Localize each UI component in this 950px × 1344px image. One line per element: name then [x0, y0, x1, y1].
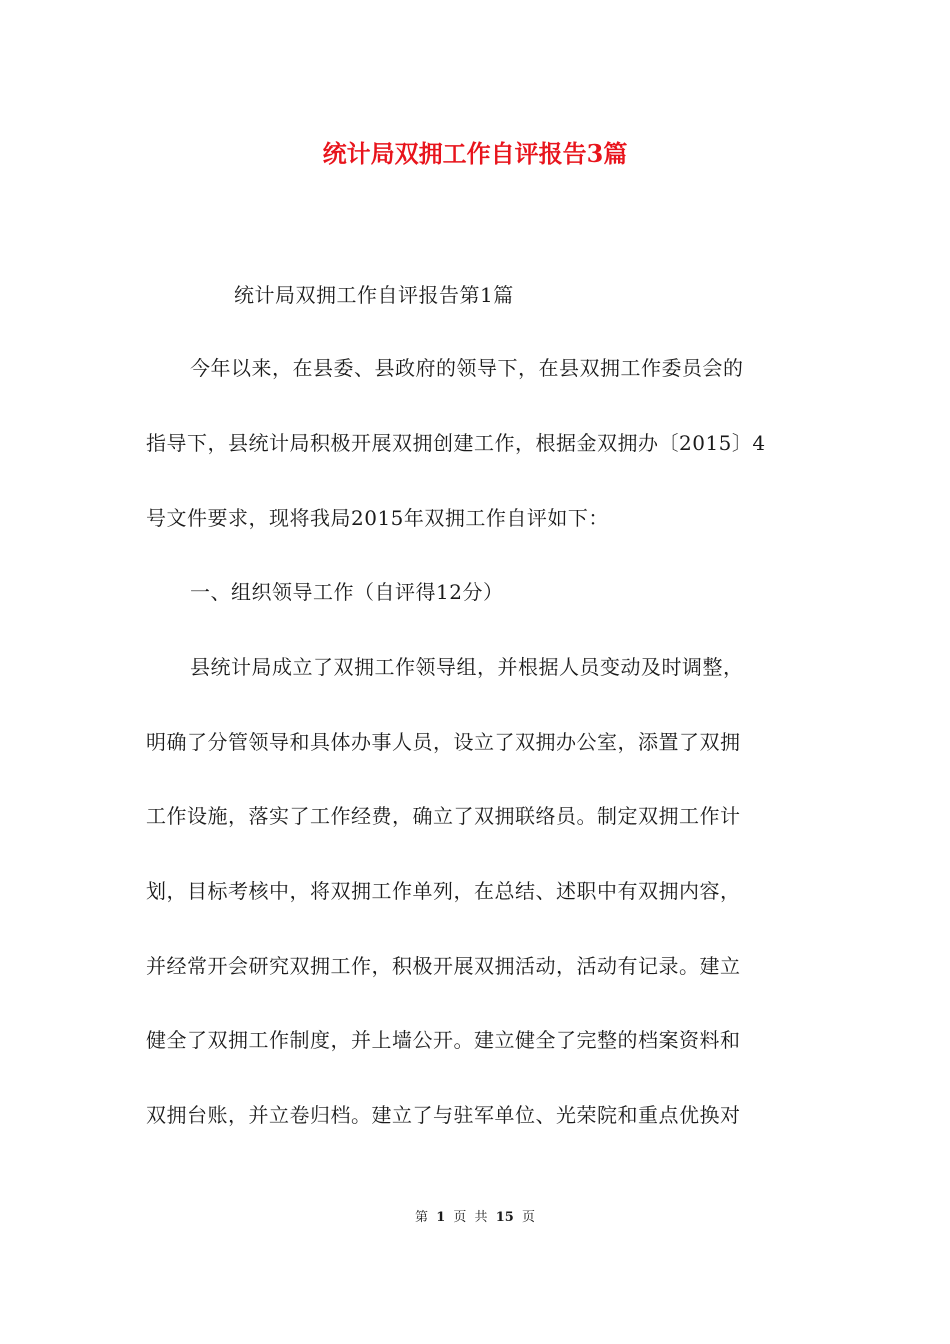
paragraph-line: 工作设施，落实了工作经费，确立了双拥联络员。制定双拥工作计 — [146, 804, 741, 828]
paragraph-line: 县统计局成立了双拥工作领导组，并根据人员变动及时调整， — [190, 655, 744, 679]
paragraph-line: 双拥台账，并立卷归档。建立了与驻军单位、光荣院和重点优换对 — [146, 1103, 741, 1127]
paragraph-line: 并经常开会研究双拥工作，积极开展双拥活动，活动有记录。建立 — [146, 954, 741, 978]
footer-prefix: 第 — [415, 1210, 429, 1225]
page-footer — [0, 1208, 950, 1228]
paragraph-line: 明确了分管领导和具体办事人员，设立了双拥办公室，添置了双拥 — [146, 730, 741, 754]
footer-total-word: 共 — [474, 1210, 488, 1225]
paragraph-line: 划，目标考核中，将双拥工作单列，在总结、述职中有双拥内容， — [146, 879, 741, 903]
paragraph-line: 号文件要求，现将我局2015年双拥工作自评如下： — [146, 506, 609, 530]
paragraph-line: 指导下，县统计局积极开展双拥创建工作，根据金双拥办〔2015〕4 — [146, 431, 766, 455]
page-title: 统计局双拥工作自评报告3篇 — [322, 139, 628, 168]
current-page-number: 1 — [436, 1210, 446, 1225]
paragraph-line: 健全了双拥工作制度，并上墙公开。建立健全了完整的档案资料和 — [146, 1028, 741, 1052]
subsection-heading: 一、组织领导工作（自评得12分） — [190, 580, 504, 604]
footer-page-word: 页 — [453, 1210, 467, 1225]
section-heading: 统计局双拥工作自评报告第1篇 — [234, 283, 514, 307]
footer-suffix: 页 — [521, 1210, 535, 1225]
total-pages-number: 15 — [495, 1210, 514, 1225]
paragraph-line: 今年以来，在县委、县政府的领导下，在县双拥工作委员会的 — [190, 356, 744, 380]
